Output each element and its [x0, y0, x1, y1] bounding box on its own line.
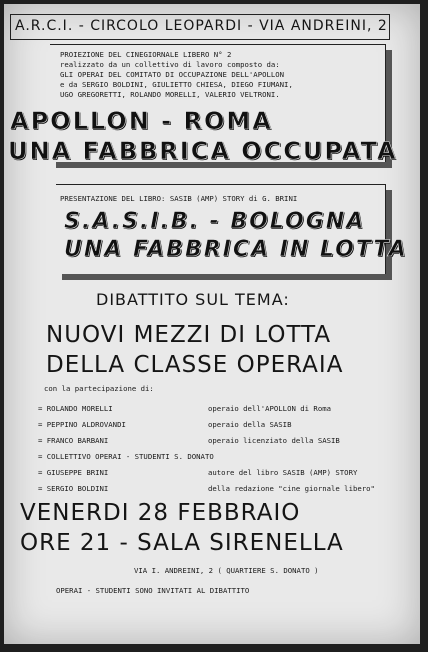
event-date: VENERDI 28 FEBBRAIO: [20, 500, 301, 526]
projection-line: realizzato da un collettivo di lavoro composto da:: [60, 60, 280, 69]
participants-list: [38, 404, 408, 500]
participant-role: operaio licenziato della SASIB: [208, 436, 340, 445]
participant-row: [38, 468, 408, 484]
participant-row: [38, 404, 408, 420]
participant-row: [38, 452, 408, 468]
projection-description: [60, 50, 293, 100]
debate-theme-line1: NUOVI MEZZI DI LOTTA: [46, 322, 332, 348]
book-title-line1: S.A.S.I.B. - BOLOGNA: [64, 209, 366, 234]
participant-name: = FRANCO BARBANI: [38, 436, 109, 445]
event-address: VIA I. ANDREINI, 2 ( QUARTIERE S. DONATO ): [134, 566, 319, 575]
projection-line: e da SERGIO BOLDINI, GIULIETTO CHIESA, DIEGO FIUMANI,: [60, 80, 293, 89]
participant-role: della redazione "cine giornale libero": [208, 484, 375, 493]
participant-role: operaio dell'APOLLON di Roma: [208, 404, 332, 413]
participant-row: [38, 420, 408, 436]
participant-name: = PEPPINO ALDROVANDI: [38, 420, 126, 429]
participant-row: [38, 436, 408, 452]
participant-role: operaio della SASIB: [208, 420, 292, 429]
participant-name: = COLLETTIVO OPERAI - STUDENTI S. DONATO: [38, 452, 214, 461]
participant-role: autore del libro SASIB (AMP) STORY: [208, 468, 358, 477]
participant-name: = ROLANDO MORELLI: [38, 404, 113, 413]
participant-row: [38, 484, 408, 500]
participant-name: = GIUSEPPE BRINI: [38, 468, 109, 477]
event-time-place: ORE 21 - SALA SIRENELLA: [20, 530, 344, 556]
projection-line: GLI OPERAI DEL COMITATO DI OCCUPAZIONE DELL'APOLLON: [60, 70, 285, 79]
book-title-line2: UNA FABBRICA IN LOTTA: [64, 237, 408, 262]
organizer-header: A.R.C.I. - CIRCOLO LEOPARDI - VIA ANDREINI, 2: [10, 14, 390, 40]
debate-theme-line2: DELLA CLASSE OPERAIA: [46, 352, 344, 378]
projection-line: UGO GREGORETTI, ROLANDO MORELLI, VALERIO VELTRONI.: [60, 90, 280, 99]
participation-label: con la partecipazione di:: [44, 384, 154, 393]
participant-name: = SERGIO BOLDINI: [38, 484, 109, 493]
debate-label: DIBATTITO SUL TEMA:: [96, 290, 290, 309]
poster-sheet: [4, 4, 420, 644]
event-invite: OPERAI - STUDENTI SONO INVITATI AL DIBATTITO: [56, 586, 250, 595]
book-intro: PRESENTAZIONE DEL LIBRO: SASIB (AMP) STORY di G. BRINI: [60, 194, 298, 203]
film-title-line1: APOLLON - ROMA: [10, 107, 273, 135]
projection-line: PROIEZIONE DEL CINEGIORNALE LIBERO N° 2: [60, 50, 232, 59]
film-title-line2: UNA FABBRICA OCCUPATA: [8, 137, 398, 165]
